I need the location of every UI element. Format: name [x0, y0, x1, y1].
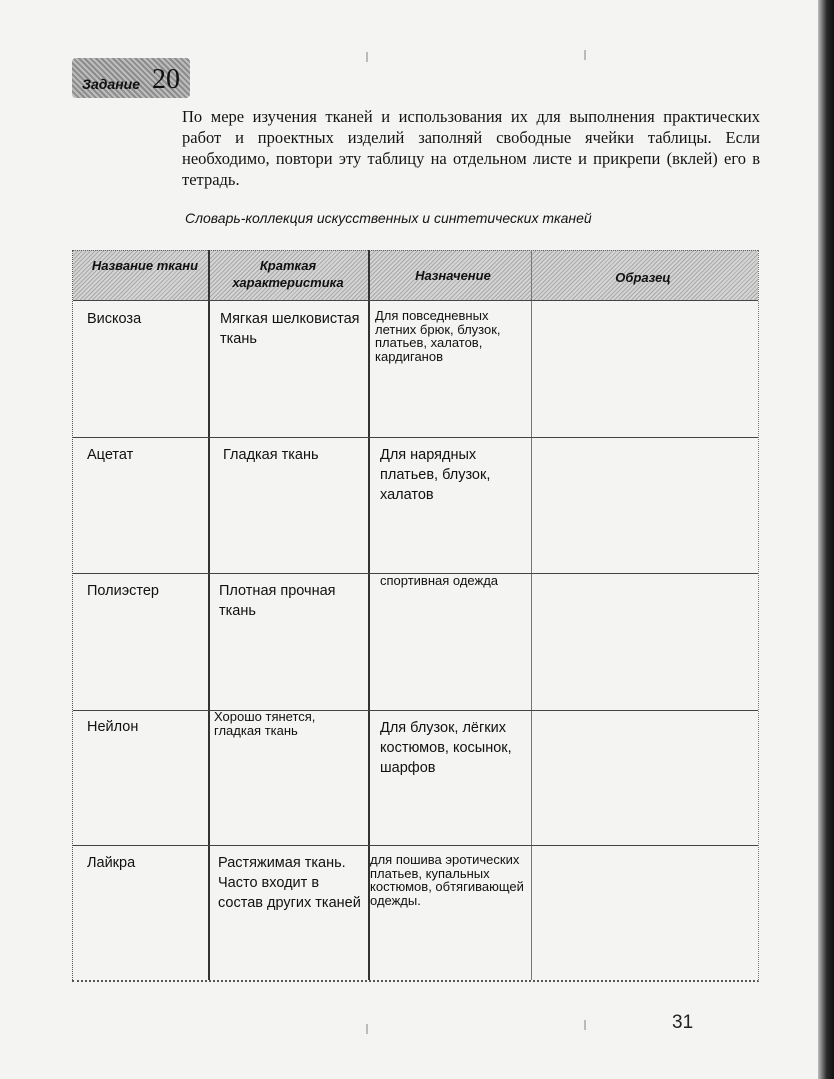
scan-speck: [366, 52, 368, 62]
row-description: Плотная прочная ткань: [219, 583, 336, 619]
page-number: 31: [672, 1012, 694, 1033]
row-purpose: Для нарядных платьев, блузок, халатов: [380, 447, 491, 503]
row-name: Полиэстер: [87, 583, 159, 599]
row-name: Ацетат: [87, 447, 134, 463]
row-purpose: Для блузок, лёгких костюмов, косынок, шарфов: [380, 720, 512, 776]
row-name: Лайкра: [87, 855, 136, 871]
column-divider: [208, 250, 210, 980]
row-divider: [73, 437, 758, 438]
row-description: Мягкая шелковистая ткань: [220, 311, 360, 347]
fabric-table: [72, 250, 759, 982]
row-purpose: Для повседневных летних брюк, блузок, платьев, халатов, кардиганов: [375, 308, 501, 364]
scan-speck: [584, 1020, 586, 1030]
table-title: Словарь-коллекция искусственных и синтетических тканей: [185, 210, 592, 226]
header-sample: Образец: [615, 270, 671, 285]
header-name: Название ткани: [91, 258, 199, 273]
header-purpose: Назначение: [415, 268, 491, 283]
task-badge: [72, 58, 190, 98]
row-description: Растяжимая ткань. Часто входит в состав других тканей: [218, 855, 361, 911]
row-name: Нейлон: [87, 719, 139, 735]
task-number: 20: [152, 64, 180, 95]
header-description: Краткая характеристика: [232, 258, 344, 290]
row-divider: [73, 710, 758, 711]
row-divider: [73, 845, 758, 846]
row-purpose: для пошива эротических платьев, купальных костюмов, обтягивающей одежды.: [370, 852, 524, 908]
row-description: Гладкая ткань: [223, 447, 319, 463]
task-word: Задание: [82, 76, 141, 92]
page-binding-edge: [818, 0, 834, 1079]
row-name: Вискоза: [87, 311, 142, 327]
scan-speck: [584, 50, 586, 60]
row-description: Хорошо тянется, гладкая ткань: [214, 709, 316, 738]
table-header: [73, 250, 758, 301]
row-purpose: спортивная одежда: [380, 573, 499, 588]
intro-paragraph: По мере изучения тканей и использования их для выполнения практических работ и проектных изделий заполняй свободные ячейки таблицы. Если необходимо, повтори эту таблицу на отдельном листе и прикрепи (вклей) его в тетрадь.: [182, 107, 760, 189]
scan-speck: [366, 1024, 368, 1034]
row-divider: [73, 300, 758, 301]
